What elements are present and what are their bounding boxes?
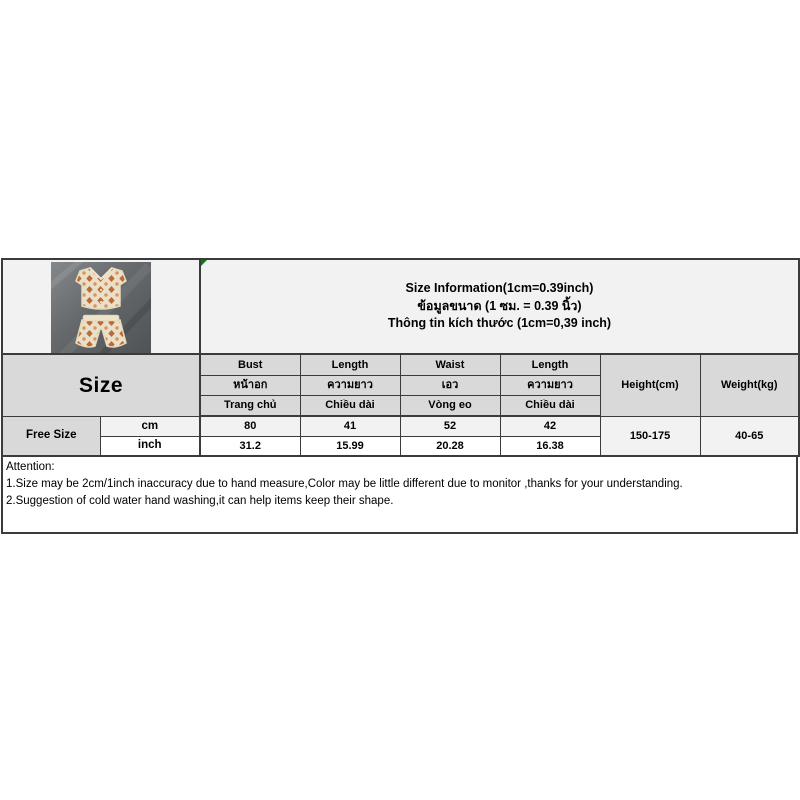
col-header-length1-en: Length	[300, 354, 400, 375]
size-information-title-vi: Thông tin kích thước (1cm=0,39 inch)	[387, 316, 612, 331]
size-information-title-en: Size Information(1cm=0.39inch)	[405, 281, 594, 296]
col-header-length2-th: ความยาว	[500, 375, 600, 395]
product-photo-cell	[2, 259, 200, 354]
unit-label-inch: inch	[100, 436, 200, 456]
attention-line-1: 1.Size may be 2cm/1inch inaccuracy due to hand measure,Color may be little different due to monitor ,thanks for your understanding.	[6, 478, 683, 490]
size-information-title-cell	[200, 259, 799, 354]
col-header-length1-th: ความยาว	[300, 375, 400, 395]
size-chart-table	[1, 258, 800, 457]
col-header-bust-th: หน้าอก	[200, 375, 300, 395]
value-waist-cm: 52	[400, 416, 500, 436]
col-header-length2-en: Length	[500, 354, 600, 375]
value-length2-inch: 16.38	[500, 436, 600, 456]
value-length2-cm: 42	[500, 416, 600, 436]
value-height: 150-175	[600, 416, 700, 456]
value-length1-cm: 41	[300, 416, 400, 436]
attention-line-2: 2.Suggestion of cold water hand washing,it can help items keep their shape.	[6, 495, 394, 507]
col-header-weight: Weight(kg)	[700, 354, 799, 416]
value-waist-inch: 20.28	[400, 436, 500, 456]
col-header-length1-vi: Chiều dài	[300, 395, 400, 416]
col-header-waist-vi: Vòng eo	[400, 395, 500, 416]
col-header-height: Height(cm)	[600, 354, 700, 416]
value-bust-cm: 80	[200, 416, 300, 436]
table-row-cm	[2, 416, 799, 436]
col-header-bust-en: Bust	[200, 354, 300, 375]
size-chart-sheet	[1, 258, 798, 534]
attention-title: Attention:	[6, 461, 55, 473]
unit-label-cm: cm	[100, 416, 200, 436]
col-header-bust-vi: Trang chủ	[200, 395, 300, 416]
value-length1-inch: 15.99	[300, 436, 400, 456]
product-photo	[51, 262, 151, 353]
col-header-length2-vi: Chiều dài	[500, 395, 600, 416]
size-header-cell: Size	[2, 354, 200, 416]
free-size-label-cell: Free Size	[2, 416, 100, 456]
col-header-waist-th: เอว	[400, 375, 500, 395]
size-information-title-th: ข้อมูลขนาด (1 ซม. = 0.39 นิ้ว)	[417, 298, 582, 313]
col-header-waist-en: Waist	[400, 354, 500, 375]
cell-corner-marker	[201, 260, 207, 266]
attention-note	[1, 457, 798, 534]
value-bust-inch: 31.2	[200, 436, 300, 456]
value-weight: 40-65	[700, 416, 799, 456]
